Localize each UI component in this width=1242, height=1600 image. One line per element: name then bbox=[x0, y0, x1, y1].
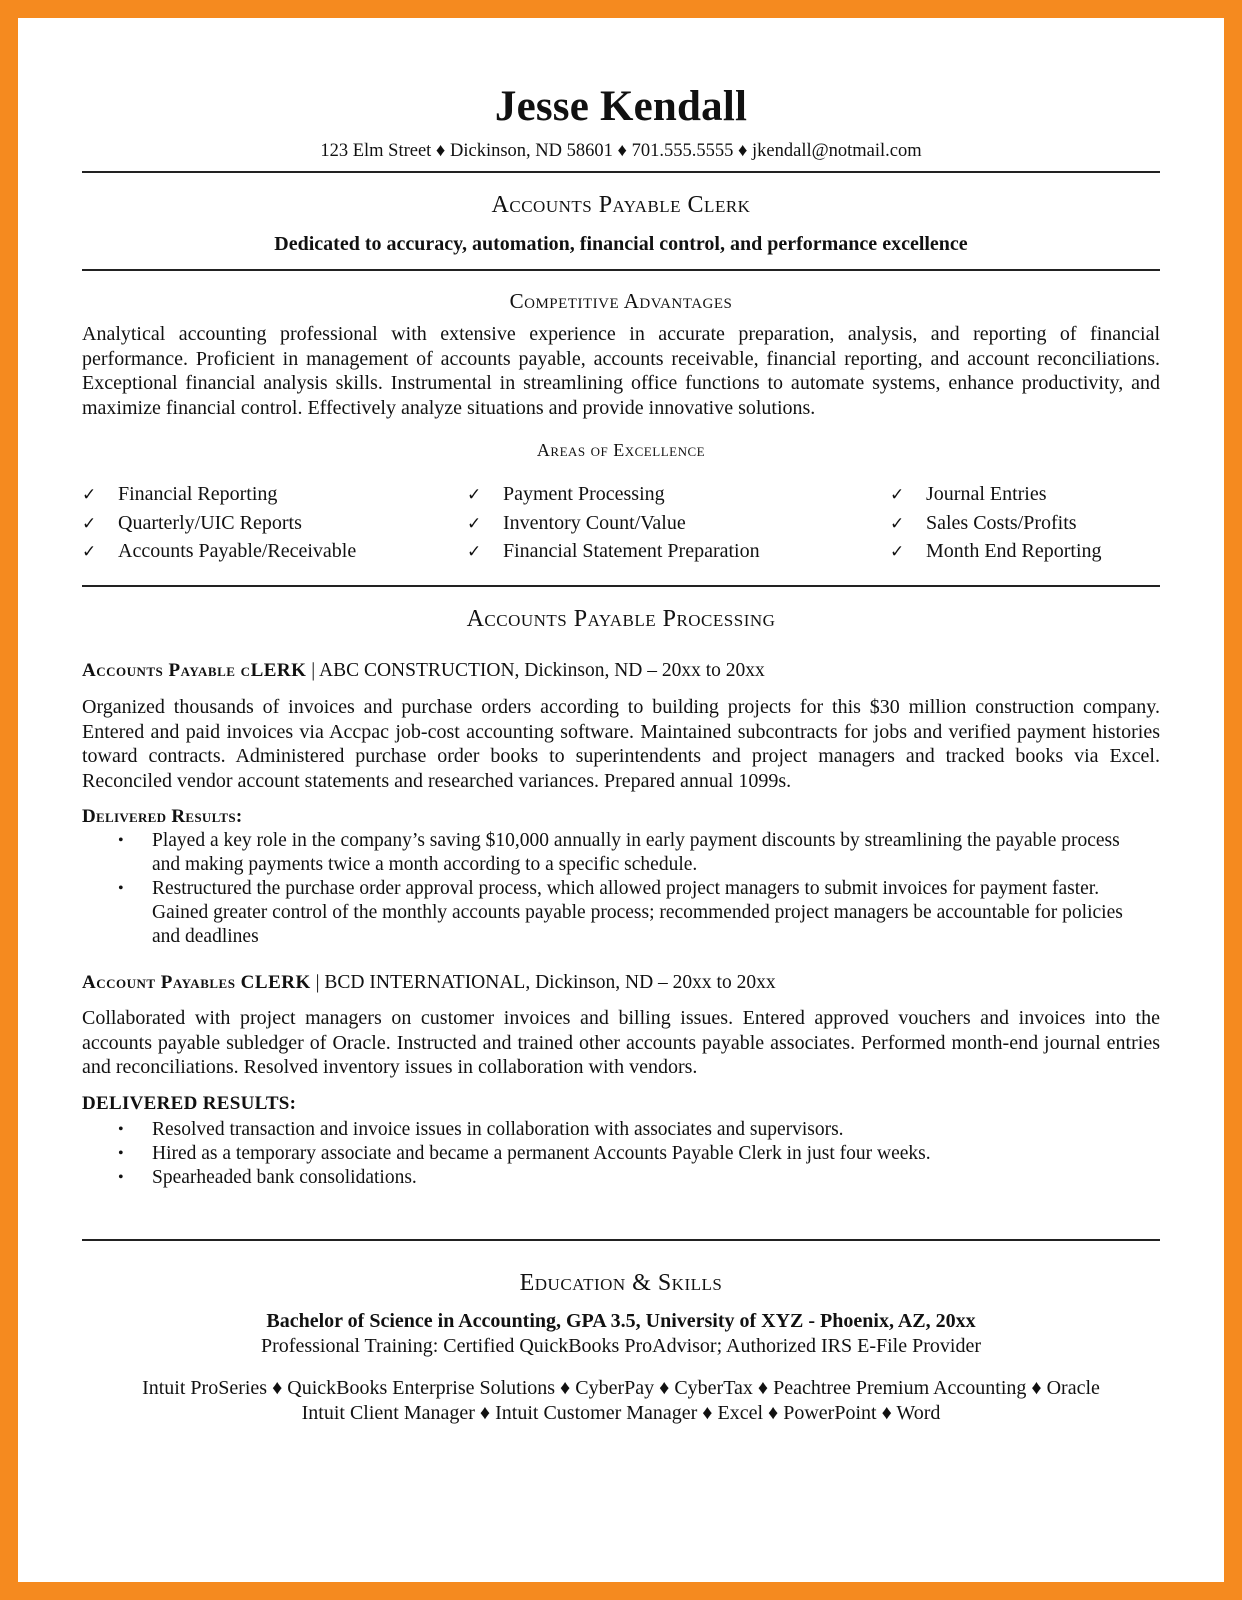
results-heading: DELIVERED RESULTS: bbox=[82, 1093, 297, 1114]
list-item: ✓ Inventory Count/Value bbox=[467, 509, 760, 538]
bullet-icon: • bbox=[118, 832, 124, 849]
excellence-column bbox=[890, 480, 1102, 566]
skills-line: Intuit ProSeries ♦ QuickBooks Enterprise Solutions ♦ CyberPay ♦ CyberTax ♦ Peachtree Premium Accounting ♦ Oracle bbox=[142, 1377, 1100, 1399]
contact-info: 123 Elm Street ♦ Dickinson, ND 58601 ♦ 701.555.5555 ♦ jkendall@notmail.com bbox=[320, 141, 922, 161]
section-heading-advantages: Competitive Advantages bbox=[509, 289, 733, 313]
advantages-summary: Analytical accounting professional with extensive experience in accurate preparation, analysis, and reporting of financial performance. Proficient in management of accounts payable, accounts receivable, financial reporting, and account reconciliations. Exceptional financial analysis skills. Instrumental in streamlining office functions to automate systems, enhance productivity, and maximize financial control. Effectively analyze situations and provide innovative solutions. bbox=[82, 323, 1160, 419]
training-line: Professional Training: Certified QuickBooks ProAdvisor; Authorized IRS E-File Provider bbox=[261, 1335, 981, 1357]
section-heading-processing: Accounts Payable Processing bbox=[466, 606, 776, 632]
checkmark-icon: ✓ bbox=[890, 513, 905, 534]
job-description: Collaborated with project managers on customer invoices and billing issues. Entered approved vouchers and invoices into the accounts payable subledger of Oracle. Instructed and trained other accounts payable associates. Performed month-end journal entries and reconciliations. Resolved inventory issues in collaboration with vendors. bbox=[82, 1007, 1160, 1078]
list-item: • Spearheaded bank consolidations. bbox=[118, 1167, 417, 1188]
divider bbox=[82, 585, 1160, 587]
skills-line: Intuit Client Manager ♦ Intuit Customer Manager ♦ Excel ♦ PowerPoint ♦ Word bbox=[301, 1402, 941, 1424]
checkmark-icon: ✓ bbox=[890, 485, 905, 505]
job-details: | BCD INTERNATIONAL, Dickinson, ND – 20xx to 20xx bbox=[310, 972, 776, 993]
list-item: ✓ Accounts Payable/Receivable bbox=[82, 537, 356, 566]
bullet-icon: • bbox=[118, 880, 124, 897]
bullet-icon: • bbox=[118, 1169, 124, 1186]
excellence-column bbox=[467, 480, 760, 566]
bullet-icon: • bbox=[118, 1145, 124, 1162]
job-header bbox=[82, 972, 1160, 994]
excellence-column bbox=[82, 480, 356, 566]
divider bbox=[82, 269, 1160, 271]
list-item: ✓ Journal Entries bbox=[890, 480, 1102, 509]
areas-of-excellence-list bbox=[82, 480, 1160, 570]
degree-line: Bachelor of Science in Accounting, GPA 3.5, University of XYZ - Phoenix, AZ, 20xx bbox=[266, 1310, 976, 1332]
list-item: ✓ Financial Reporting bbox=[82, 480, 356, 509]
list-item: ✓ Financial Statement Preparation bbox=[467, 537, 760, 566]
job-title-heading: Accounts Payable Clerk bbox=[491, 192, 751, 218]
list-item: ✓ Quarterly/UIC Reports bbox=[82, 509, 356, 538]
section-heading-education: Education & Skills bbox=[519, 1270, 723, 1296]
divider bbox=[82, 1239, 1160, 1241]
divider bbox=[82, 171, 1160, 173]
job-details: | ABC CONSTRUCTION, Dickinson, ND – 20xx to 20xx bbox=[306, 660, 765, 681]
results-list bbox=[82, 829, 1160, 949]
results-heading: Delivered Results: bbox=[82, 806, 243, 827]
checkmark-icon: ✓ bbox=[467, 485, 482, 505]
job-header bbox=[82, 660, 1160, 682]
candidate-name: Jesse Kendall bbox=[494, 83, 748, 130]
tagline: Dedicated to accuracy, automation, financial control, and performance excellence bbox=[274, 233, 968, 255]
bullet-icon: • bbox=[118, 1121, 124, 1138]
job-title: Accounts Payable cLERK bbox=[82, 660, 307, 681]
list-item: • Resolved transaction and invoice issues in collaboration with associates and supervisors. bbox=[118, 1119, 844, 1140]
checkmark-icon: ✓ bbox=[82, 485, 97, 505]
job-description: Organized thousands of invoices and purchase orders according to building projects for this $30 million construction company. Entered and paid invoices via Accpac job-cost accounting software. Maintained subcontracts for jobs and verified payment histories toward contracts. Administered purchase order books to superintendents and project managers and tracked books via Excel. Reconciled vendor account statements and researched variances. Prepared annual 1099s. bbox=[82, 696, 1160, 792]
list-item: • Hired as a temporary associate and became a permanent Accounts Payable Clerk in just four weeks. bbox=[118, 1143, 931, 1164]
checkmark-icon: ✓ bbox=[890, 542, 905, 562]
list-item: • Played a key role in the company’s saving $10,000 annually in early payment discounts by streamlining the payable process and making payments twice a month according to a specific schedule. bbox=[118, 830, 1120, 875]
checkmark-icon: ✓ bbox=[467, 542, 482, 562]
checkmark-icon: ✓ bbox=[467, 513, 482, 534]
list-item: ✓ Month End Reporting bbox=[890, 537, 1102, 566]
section-heading-excellence: Areas of Excellence bbox=[536, 440, 706, 460]
list-item: ✓ Sales Costs/Profits bbox=[890, 509, 1102, 538]
list-item: ✓ Payment Processing bbox=[467, 480, 760, 509]
job-title: Account Payables CLERK bbox=[82, 972, 311, 993]
results-list bbox=[82, 1118, 1160, 1190]
checkmark-icon: ✓ bbox=[82, 542, 97, 562]
checkmark-icon: ✓ bbox=[82, 513, 97, 534]
list-item: • Restructured the purchase order approval process, which allowed project managers to submit invoices for payment faster. Gained greater control of the monthly accounts payable process; recommended project managers be accountable for policies and deadlines bbox=[118, 878, 1123, 947]
